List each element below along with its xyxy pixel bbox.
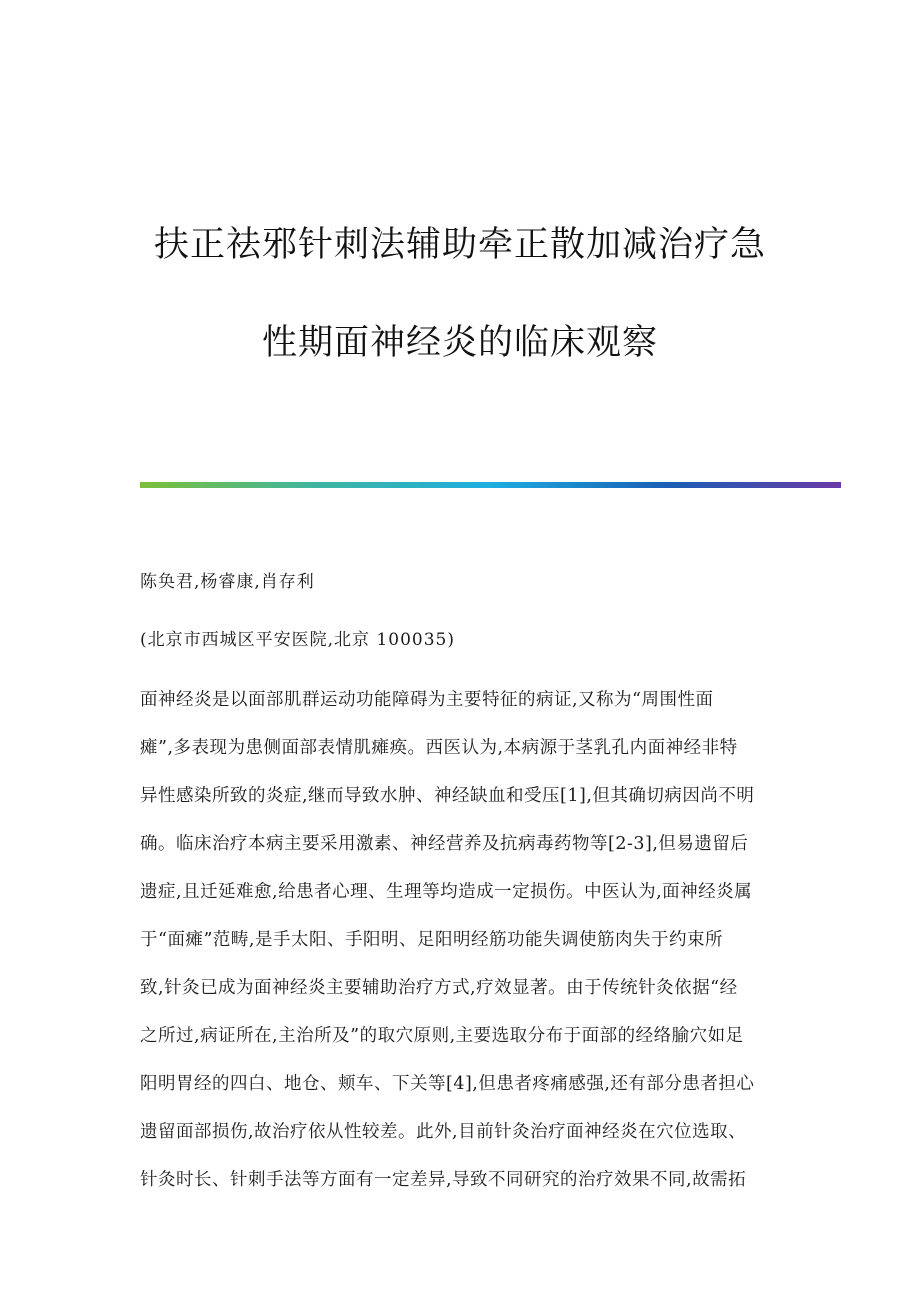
body-text — [140, 676, 780, 1204]
title-line-1: 扶正祛邪针刺法辅助牵正散加减治疗急 — [153, 225, 766, 265]
title-line-2: 性期面神经炎的临床观察 — [261, 323, 658, 363]
affiliation: (北京市西城区平安医院,北京 100035) — [140, 630, 455, 650]
body-line: 面神经炎是以面部肌群运动功能障碍为主要特征的病证,又称为“周围性面 — [140, 690, 714, 710]
body-line: 确。临床治疗本病主要采用激素、神经营养及抗病毒药物等[2-3],但易遗留后 — [140, 834, 749, 854]
gradient-divider — [140, 482, 841, 488]
body-line: 针灸时长、针刺手法等方面有一定差异,导致不同研究的治疗效果不同,故需拓 — [140, 1170, 747, 1190]
body-line: 于“面瘫”范畴,是手太阳、手阳明、足阳明经筋功能失调使筋肉失于约束所 — [140, 930, 723, 950]
body-line: 遗症,且迁延难愈,给患者心理、生理等均造成一定损伤。中医认为,面神经炎属 — [140, 882, 753, 902]
body-line: 瘫”,多表现为患侧面部表情肌瘫痪。西医认为,本病源于茎乳孔内面神经非特 — [140, 738, 738, 758]
body-line: 异性感染所致的炎症,继而导致水肿、神经缺血和受压[1],但其确切病因尚不明 — [140, 786, 755, 806]
body-line: 阳明胃经的四白、地仓、颊车、下关等[4],但患者疼痛感强,还有部分患者担心 — [140, 1074, 755, 1094]
body-line: 致,针灸已成为面神经炎主要辅助治疗方式,疗效显著。由于传统针灸依据“经 — [140, 978, 738, 998]
body-line: 之所过,病证所在,主治所及”的取穴原则,主要选取分布于面部的经络腧穴如足 — [140, 1026, 744, 1046]
body-line: 遗留面部损伤,故治疗依从性较差。此外,目前针灸治疗面神经炎在穴位选取、 — [140, 1122, 747, 1142]
authors: 陈奂君,杨睿康,肖存利 — [140, 572, 315, 592]
